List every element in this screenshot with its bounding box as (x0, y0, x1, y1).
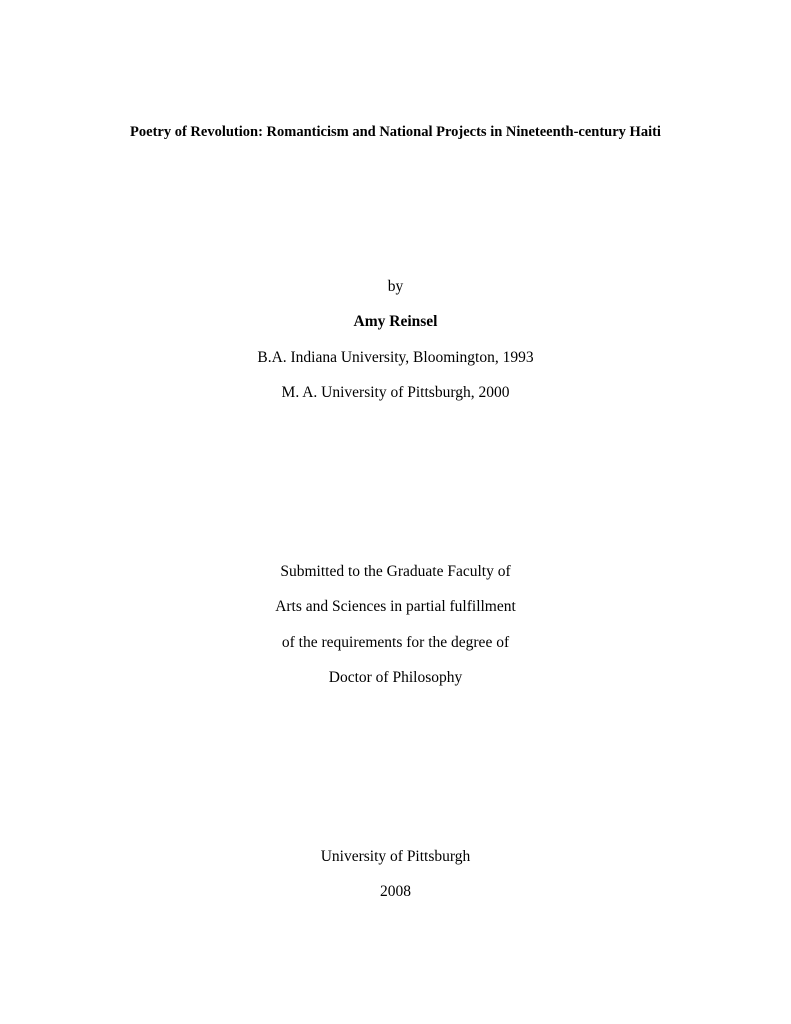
institution-name: University of Pittsburgh (320, 848, 471, 865)
submission-line-2: Arts and Sciences in partial fulfillment (275, 598, 516, 615)
dissertation-title: Poetry of Revolution: Romanticism and National Projects in Nineteenth-century Haiti (130, 124, 661, 140)
submission-line-1: Submitted to the Graduate Faculty of (280, 563, 511, 580)
degree-ma: M. A. University of Pittsburgh, 2000 (281, 384, 510, 401)
submission-line-4: Doctor of Philosophy (328, 669, 463, 686)
submission-year: 2008 (380, 883, 411, 900)
by-label: by (387, 278, 404, 295)
author-name: Amy Reinsel (353, 313, 438, 330)
submission-line-3: of the requirements for the degree of (281, 634, 510, 651)
degree-ba: B.A. Indiana University, Bloomington, 1993 (257, 349, 534, 366)
